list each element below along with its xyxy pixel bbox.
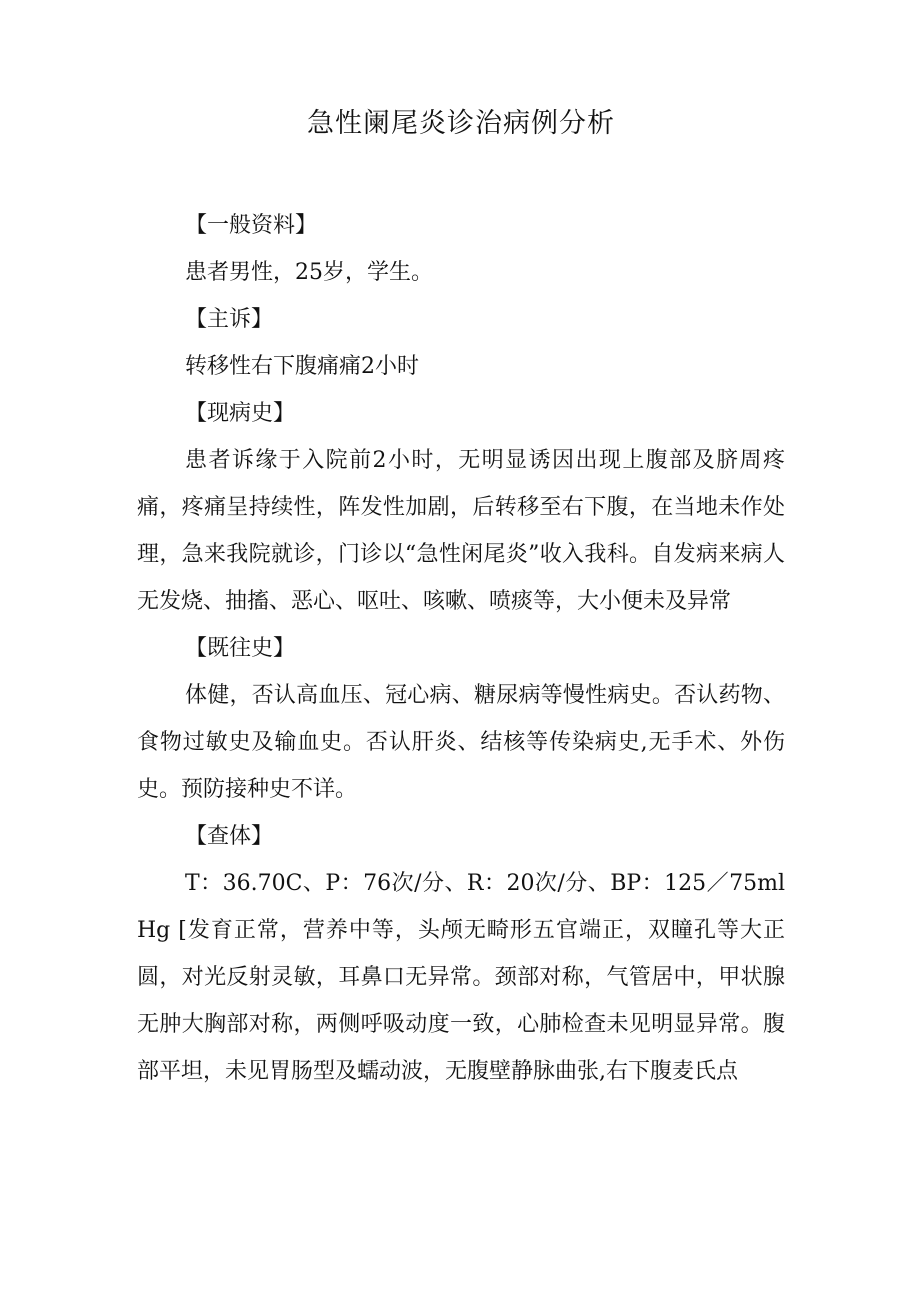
section-heading-physical-exam: 【查体】 <box>185 824 274 849</box>
section-body-past-history: 体健，否认高血压、冠心病、糖尿病等慢性病史。否认药物、食物过敏史及输血史。否认肝炎、结核等传染病史,无手术、外伤史。预防接种史不详。 <box>137 683 785 802</box>
section-chief-complaint <box>137 296 785 390</box>
section-physical-exam <box>137 813 785 1095</box>
section-body-physical-exam: T：36.70C、P：76次/分、R：20次/分、BP：125／75mlHg [发育正常，营养中等，头颅无畸形五官端正，双瞳孔等大正圆，对光反射灵敏，耳鼻口无异常。颈部对称，气管居中，甲状腺无肿大胸部对称，两侧呼吸动度一致，心肺检查未见明显异常。腹部平坦，未见胃肠型及蠕动波，无腹壁静脉曲张,右下腹麦氏点 <box>137 871 785 1084</box>
section-heading-past-history: 【既往史】 <box>185 636 296 661</box>
section-heading-general-info: 【一般资料】 <box>185 213 318 238</box>
section-body-present-illness: 患者诉缘于入院前2小时，无明显诱因出现上腹部及脐周疼痛，疼痛呈持续性，阵发性加剧，后转移至右下腹，在当地未作处理，急来我院就诊，门诊以“急性闲尾炎”收入我科。自发病来病人无发烧、抽搐、恶心、呕吐、咳嗽、喷痰等，大小便未及异常 <box>137 448 785 614</box>
section-body-general-info: 患者男性，25岁，学生。 <box>185 260 433 285</box>
section-general-info <box>137 202 785 296</box>
section-past-history <box>137 625 785 813</box>
section-present-illness <box>137 390 785 625</box>
document-title: 急性阑尾炎诊治病例分析 <box>307 108 615 139</box>
section-heading-chief-complaint: 【主诉】 <box>185 307 274 332</box>
section-heading-present-illness: 【现病史】 <box>185 401 296 426</box>
section-body-chief-complaint: 转移性右下腹痛痛2小时 <box>185 354 419 379</box>
